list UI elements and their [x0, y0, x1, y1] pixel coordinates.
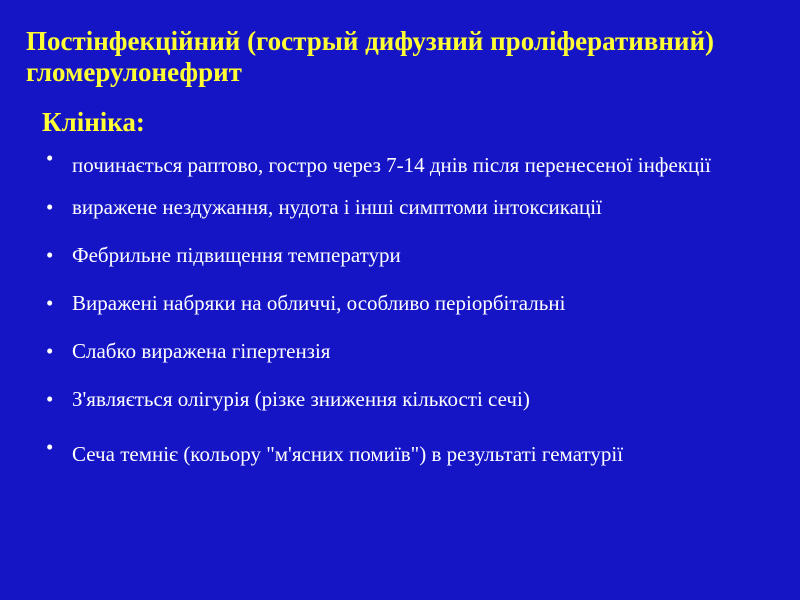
list-item-text: виражене нездужання, нудота і інші симптоми інтоксикації	[72, 195, 602, 219]
list-item	[40, 287, 780, 319]
list-item	[40, 239, 780, 271]
bullet-icon: •	[46, 291, 54, 315]
bullet-icon: •	[46, 195, 54, 219]
slide-title: Постінфекційний (гострый дифузний проліферативний) гломерулонефрит	[26, 26, 715, 87]
list-item	[40, 383, 780, 415]
bullet-icon: •	[46, 387, 54, 411]
list-item	[40, 142, 780, 189]
bullet-icon: •	[46, 243, 54, 267]
bullet-icon: •	[46, 339, 54, 363]
symptom-list	[40, 142, 780, 478]
list-item-text: починається раптово, гостро через 7-14 днів після перенесеної інфекції	[72, 153, 711, 177]
list-item	[40, 431, 780, 478]
list-item	[40, 335, 780, 367]
list-item-text: Сеча темніє (кольору "м'ясних помиїв") в результаті гематурії	[72, 442, 624, 466]
list-item-text: Фебрильне підвищення температури	[72, 243, 401, 267]
bullet-icon: •	[46, 146, 54, 170]
section-heading: Клініка:	[42, 107, 145, 137]
bullet-icon: •	[46, 435, 54, 459]
list-item-text: Виражені набряки на обличчі, особливо періорбітальні	[72, 291, 566, 315]
list-item-text: З'являється олігурія (різке зниження кількості сечі)	[72, 387, 530, 411]
list-item	[40, 191, 780, 223]
list-item-text: Слабко виражена гіпертензія	[72, 339, 331, 363]
